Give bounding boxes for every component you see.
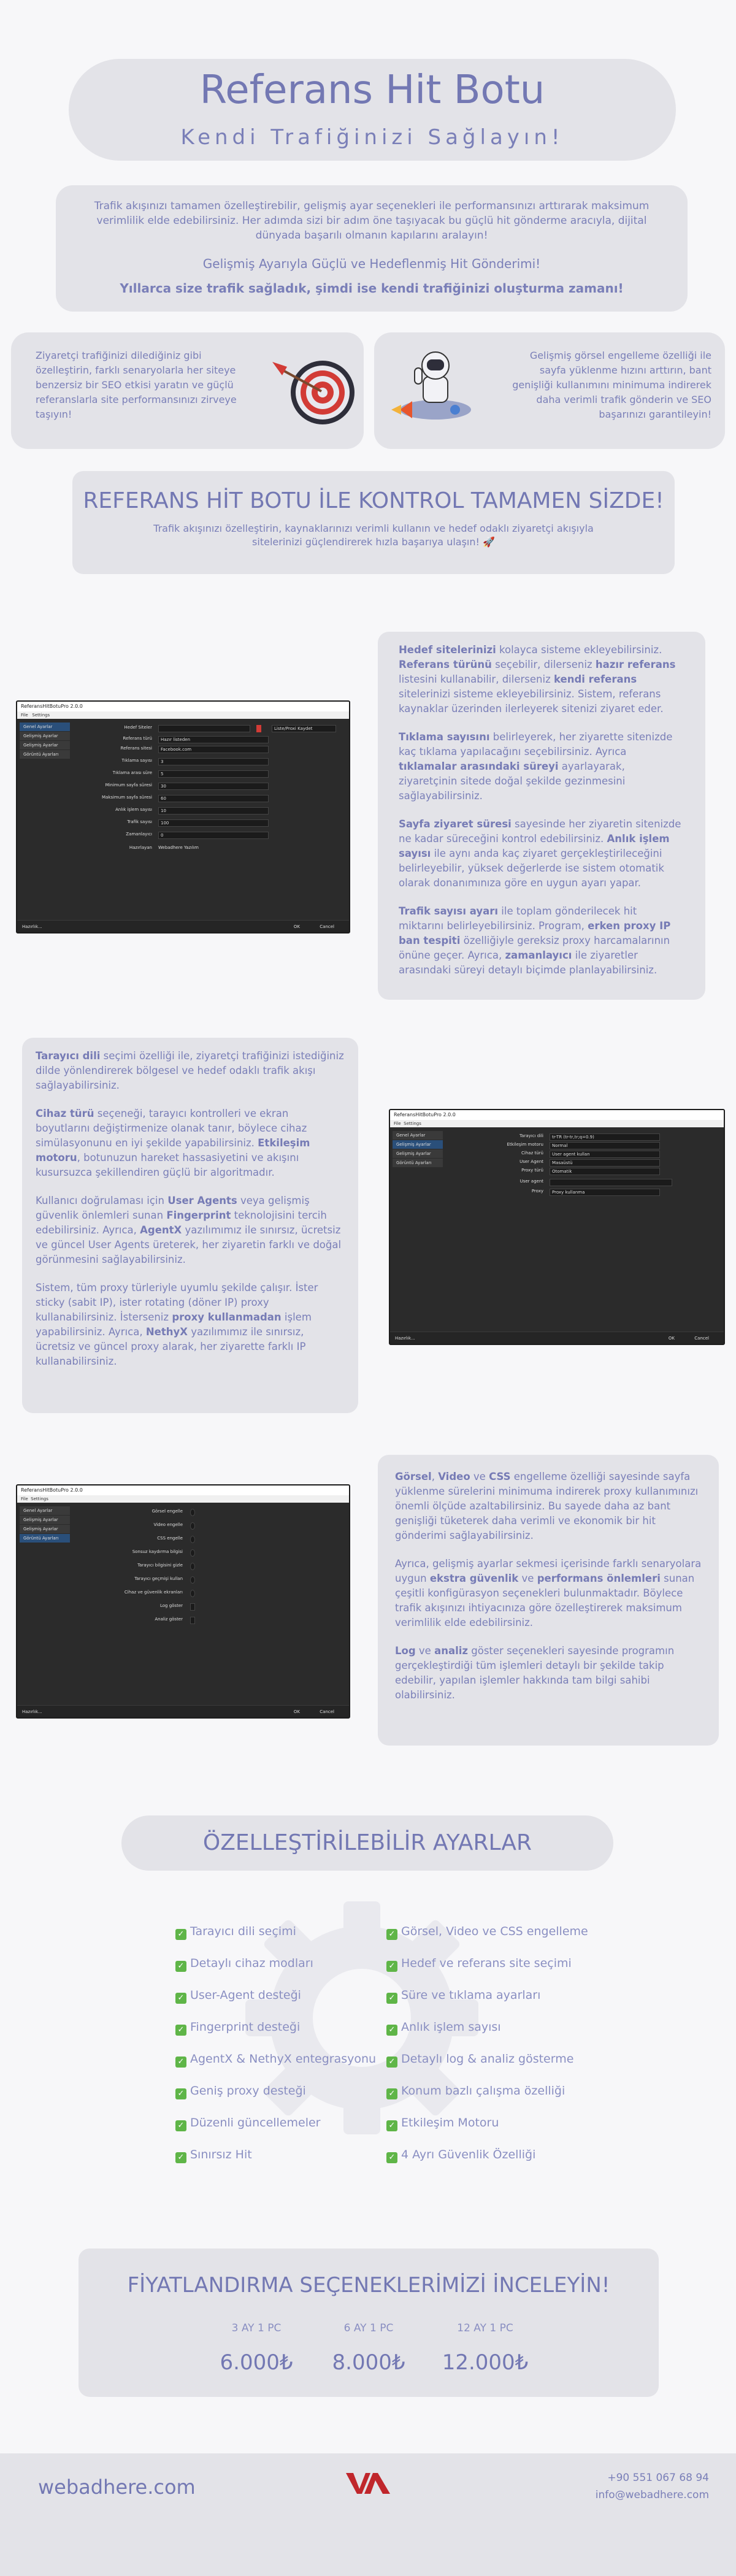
target-sites-input[interactable] <box>158 725 250 732</box>
form-row: Minimum sayfa süresi 30 <box>72 783 342 790</box>
proxy-select[interactable]: Proxy kullanma <box>550 1189 660 1196</box>
show-analysis-checkbox[interactable] <box>190 1617 195 1624</box>
app-screenshot-general <box>16 700 350 933</box>
click-count-input[interactable]: 3 <box>158 758 269 765</box>
plan-6-months[interactable]: 6 AY 1 PC 8.000₺ <box>332 2322 405 2375</box>
sidebar-item-general[interactable]: Genel Ayarlar <box>393 1131 443 1140</box>
status-text: Hazırlık... <box>22 1709 42 1714</box>
list-item: ✓ Hedef ve referans site seçimi <box>386 1954 588 1986</box>
form-row: Referans sitesi Facebook.com <box>72 746 342 753</box>
feature-checklist-left <box>175 1922 376 2177</box>
footer-contact <box>596 2472 709 2501</box>
ok-button[interactable]: OK <box>293 924 300 929</box>
check-icon: ✓ <box>175 1929 186 1940</box>
control-banner <box>72 471 675 574</box>
status-text: Hazırlık... <box>395 1336 415 1341</box>
check-icon: ✓ <box>386 2088 397 2099</box>
section1-text-card <box>378 632 705 1000</box>
sidebar-item-advanced-2[interactable]: Gelişmiş Ayarlar <box>20 741 70 749</box>
ok-button[interactable]: OK <box>293 1709 300 1714</box>
form-row: Tarayıcı bilgisini gizle <box>85 1563 207 1570</box>
page-subtitle: Kendi Trafiğinizi Sağlayın! <box>180 125 564 150</box>
intro-lead: Gelişmiş Ayarıyla Güçlü ve Hedeflenmiş Hit Gönderimi! <box>202 256 541 271</box>
sidebar-item-advanced-2[interactable]: Gelişmiş Ayarlar <box>20 1525 70 1533</box>
section1-p2: Tıklama sayısını belirleyerek, her ziyarette sitenizde kaç tıklama yapılacağını seçebilirsiniz. Ayrıca tıklamalar arasındaki süreyi ayarlayarak, ziyaretçinin sitede doğal şekilde gezinmesini sağlayabilirsiniz. <box>399 731 673 802</box>
footer-email[interactable]: info@webadhere.com <box>595 2489 709 2501</box>
form-row: Tıklama sayısı 3 <box>72 758 342 765</box>
form-row: Zamanlayıcı 0 <box>72 832 342 839</box>
app-statusbar <box>17 1705 349 1717</box>
user-agent-input[interactable] <box>550 1179 672 1186</box>
pricing-title: FİYATLANDIRMA SEÇENEKLERİMİZİ İNCELEYİN! <box>127 2273 610 2298</box>
custom-settings-pill <box>121 1815 613 1871</box>
feature-checklist-right <box>386 1922 588 2177</box>
list-item: ✓ AgentX & NethyX entegrasyonu <box>175 2050 376 2082</box>
check-icon: ✓ <box>175 2120 186 2131</box>
webadhere-logo-icon <box>346 2471 390 2495</box>
list-item: ✓ Tarayıcı dili seçimi <box>175 1922 376 1954</box>
app-menubar <box>390 1120 724 1127</box>
target-icon <box>269 351 361 431</box>
form-row: User agent <box>482 1179 703 1186</box>
show-log-checkbox[interactable] <box>190 1603 195 1611</box>
user-agent-select[interactable]: Masaüstü <box>550 1159 660 1167</box>
form-row: Hedef Siteler Liste/Proxi Kaydet <box>72 725 342 732</box>
sidebar-item-advanced[interactable]: Gelişmiş Ayarlar <box>393 1140 443 1149</box>
video-block-toggle[interactable] <box>190 1522 195 1530</box>
list-item: ✓ Fingerprint desteği <box>175 2018 376 2050</box>
form-row: Tıklama arası süre 5 <box>72 770 342 778</box>
app-statusbar <box>390 1332 724 1344</box>
plan-3-months[interactable]: 3 AY 1 PC 6.000₺ <box>220 2322 293 2375</box>
cancel-button[interactable]: Cancel <box>320 924 334 929</box>
min-page-time-input[interactable]: 30 <box>158 783 269 790</box>
sidebar-item-display[interactable]: Görüntü Ayarları <box>393 1159 443 1167</box>
section3-p3: Log ve analiz göster seçenekleri sayesinde programın gerçekleştirdiği tüm işlemleri detaylı bir şekilde takip edebilir, yapılan işlemler hakkında tam bilgi sahibi olabilirsiniz. <box>395 1645 675 1701</box>
form-row: Log göster <box>85 1603 207 1611</box>
section3-p2: Ayrıca, gelişmiş ayarlar sekmesi içerisinde farklı senaryolara uygun ekstra güvenlik ve performans önlemleri sunan çeşitli konfigürasyon seçenekleri bulunmaktadır. Böylece trafik akışınızı ihtiyacınıza göre özelleştirerek maksimum verimlilik elde edebilirsiniz. <box>395 1558 702 1628</box>
section2-p2: Cihaz türü seçeneği, tarayıcı kontrolleri ve ekran boyutlarını değiştirmenize olanak tanır, böylece cihaz simülasyonunu en iyi şekilde yapabilirsiniz. Etkileşim motoru, botunuzun hareket hassasiyetini ve akışını kusursuzca şekillendiren güçlü bir algoritmadır. <box>36 1108 310 1178</box>
list-item: ✓ Konum bazlı çalışma özelliği <box>386 2082 588 2114</box>
page-title: Referans Hit Botu <box>199 67 545 113</box>
proxy-type-select[interactable]: Otomatik <box>550 1168 660 1175</box>
sidebar-item-advanced-2[interactable]: Gelişmiş Ayarlar <box>393 1149 443 1158</box>
cancel-button[interactable]: Cancel <box>694 1336 709 1341</box>
form-row: Proxy Proxy kullanma <box>482 1189 703 1196</box>
app-statusbar <box>17 920 349 932</box>
app-screenshot-display <box>16 1484 350 1719</box>
form-row: Hazırlayan Webadhere Yazılım <box>129 845 199 850</box>
concurrency-input[interactable]: 10 <box>158 807 269 815</box>
form-row: Referans türü Hazır listeden <box>72 736 342 743</box>
sidebar-item-display[interactable]: Görüntü Ayarları <box>20 750 70 759</box>
form-row: Analiz göster <box>85 1617 207 1624</box>
list-item: ✓ Detaylı log & analiz gösterme <box>386 2050 588 2082</box>
feature-card-left <box>11 332 364 449</box>
menu-settings[interactable]: Settings <box>32 713 50 718</box>
list-item: ✓ Detaylı cihaz modları <box>175 1954 376 1986</box>
infinite-scroll-toggle[interactable] <box>190 1549 195 1557</box>
list-item: ✓ Süre ve tıklama ayarları <box>386 1986 588 2018</box>
form-row: Görsel engelle <box>85 1509 207 1516</box>
form-row: Etkileşim motoru Normal <box>482 1142 703 1149</box>
check-icon: ✓ <box>175 1961 186 1972</box>
check-icon: ✓ <box>386 2120 397 2131</box>
form-row: User Agent Masaüstü <box>482 1159 703 1167</box>
check-icon: ✓ <box>386 2152 397 2163</box>
list-item: ✓ User-Agent desteği <box>175 1986 376 2018</box>
check-icon: ✓ <box>386 1929 397 1940</box>
hide-browser-toggle[interactable] <box>190 1563 195 1570</box>
form-row: Cihaz ve güvenlik ekranları <box>85 1590 207 1597</box>
form-row: Sonsuz kaydırma bilgisi <box>85 1549 207 1557</box>
click-interval-input[interactable]: 5 <box>158 770 269 778</box>
form-row: Cihaz türü User agent kullan <box>482 1151 703 1158</box>
form-row: Anlık işlem sayısı 10 <box>72 807 342 815</box>
sidebar-item-advanced[interactable]: Gelişmiş Ayarlar <box>20 1516 70 1524</box>
feature-card-right <box>374 332 725 449</box>
menu-file[interactable]: File <box>394 1121 401 1126</box>
check-icon: ✓ <box>386 1993 397 2004</box>
traffic-count-input[interactable]: 100 <box>158 819 269 827</box>
app-sidebar <box>393 1131 443 1168</box>
add-button[interactable] <box>256 725 261 732</box>
max-page-time-input[interactable]: 60 <box>158 795 269 802</box>
pricing-card <box>79 2248 659 2397</box>
section3-text-card <box>378 1455 719 1746</box>
check-icon: ✓ <box>386 2025 397 2036</box>
check-icon: ✓ <box>175 2025 186 2036</box>
check-icon: ✓ <box>175 2088 186 2099</box>
list-item: ✓ Düzenli güncellemeler <box>175 2114 376 2145</box>
section2-text-card <box>22 1038 358 1413</box>
sidebar-item-advanced[interactable]: Gelişmiş Ayarlar <box>20 732 70 740</box>
sidebar-item-display[interactable]: Görüntü Ayarları <box>20 1534 70 1543</box>
section2-p4: Sistem, tüm proxy türleriyle uyumlu şekilde çalışır. İster sticky (sabit IP), ister rotating (döner IP) proxy kullanabilirsiniz. İsterseniz proxy kullanmadan işlem yapabilirsiniz. Ayrıca, NethyX yazılımımız ile sınırsız, ücretsiz ve güncel proxy alarak, her ziyarette farklı IP kullanabilirsiniz. <box>36 1282 318 1367</box>
intro-text: Trafik akışınızı tamamen özelleştirebilir, gelişmiş ayar seçenekleri ile performansınızı arttırarak maksimum verimlilik elde edebilirsiniz. Her adımda sizi bir adım öne taşıyacak bu güçlü hit gönderme aracıyla, dijital dünyada başarılı olmanın kapılarını aralayın! <box>94 200 650 242</box>
form-row: Tarayıcı dili tr-TR (tr-tr,tr;q=0.9) <box>482 1133 703 1141</box>
status-text: Hazırlık... <box>22 924 42 929</box>
section2-p1: Tarayıcı dili seçimi özelliği ile, ziyaretçi trafiğinizi istediğiniz dilde yönlendirerek bölgesel ve hedef odaklı trafik akışı sağlayabilirsiniz. <box>36 1050 344 1091</box>
sidebar-item-general[interactable]: Genel Ayarlar <box>20 723 70 731</box>
section2-p3: Kullanıcı doğrulaması için User Agents veya gelişmiş güvenlik önlemleri sunan Fingerprint teknolojisini tercih edebilirsiniz. Ayrıca, AgentX yazılımımız ile sınırsız, ücretsiz ve güncel User Agents üreterek, her ziyaretin farklı ve doğal görünmesini sağlayabilirsiniz. <box>36 1195 342 1265</box>
banner-text: Trafik akışınızı özelleştirin, kaynaklarınızı verimli kullanın ve hedef odaklı ziyaretçi akışıyla sitelerinizi güçlendirerek hızla başarıya ulaşın! 🚀 <box>153 523 594 548</box>
feature-left-text: Ziyaretçi trafiğinizi dilediğiniz gibi özelleştirin, farklı senaryolarla her siteye benzersiz bir SEO etkisi yaratın ve güçlü referanslarla site performansınızı zirveye taşıyın! <box>36 350 237 420</box>
app-sidebar <box>20 723 70 759</box>
menu-settings[interactable]: Settings <box>404 1121 421 1126</box>
intro-card <box>56 185 688 312</box>
app-titlebar: ReferansHitBotuPro 2.0.0 <box>17 1485 349 1495</box>
check-icon: ✓ <box>175 2152 186 2163</box>
astronaut-rocket-icon <box>388 343 480 435</box>
app-menubar <box>17 1495 349 1503</box>
security-screens-toggle[interactable] <box>190 1590 195 1597</box>
footer-phone[interactable]: +90 551 067 68 94 <box>607 2472 709 2484</box>
banner-title: REFERANS HİT BOTU İLE KONTROL TAMAMEN SİZDE! <box>83 488 664 513</box>
section1-p4: Trafik sayısı ayarı ile toplam gönderilecek hit miktarını belirleyebilirsiniz. Program, erken proxy IP ban tespiti özelliğiyle gereksiz proxy harcamalarının önüne geçer. Ayrıca, zamanlayıcı ile ziyaretler arasındaki süreyi detaylı biçimde planlayabilirsiniz. <box>399 905 671 976</box>
device-type-select[interactable]: User agent kullan <box>550 1151 660 1158</box>
check-icon: ✓ <box>175 1993 186 2004</box>
footer-brand-link[interactable]: webadhere.com <box>38 2475 196 2499</box>
feature-right-text: Gelişmiş görsel engelleme özelliği ile sayfa yüklenme hızını arttırın, bant genişliği kullanımını minimuma indirerek daha verimli trafik gönderin ve SEO başarınızı garantileyin! <box>512 350 711 420</box>
interaction-engine-select[interactable]: Normal <box>550 1142 660 1149</box>
image-block-toggle[interactable] <box>190 1509 195 1516</box>
list-item: ✓ 4 Ayrı Güvenlik Özelliği <box>386 2145 588 2177</box>
form-row: Trafik sayısı 100 <box>72 819 342 827</box>
app-sidebar <box>20 1506 70 1543</box>
app-screenshot-advanced <box>389 1109 725 1345</box>
list-item: ✓ Sınırsız Hit <box>175 2145 376 2177</box>
list-item: ✓ Etkileşim Motoru <box>386 2114 588 2145</box>
cancel-button[interactable]: Cancel <box>320 1709 334 1714</box>
custom-settings-title: ÖZELLEŞTİRİLEBİLİR AYARLAR <box>202 1830 532 1855</box>
intro-bold: Yıllarca size trafik sağladık, şimdi ise kendi trafiğinizi oluşturma zamanı! <box>120 281 624 296</box>
app-titlebar: ReferansHitBotuPro 2.0.0 <box>17 702 349 711</box>
app-menubar <box>17 711 349 719</box>
menu-file[interactable]: File <box>21 1497 28 1501</box>
plan-12-months[interactable]: 12 AY 1 PC 12.000₺ <box>442 2322 529 2375</box>
section3-p1: Görsel, Video ve CSS engelleme özelliği sayesinde sayfa yüklenme sürelerini minimuma indirerek proxy kullanımınızı önemli ölçüde azaltabilirsiniz. Bu sayede daha az bant genişliği tüketerek daha verimli ve ekonomik bir hit gönderimi sağlayabilirsiniz. <box>395 1471 699 1541</box>
section1-p3: Sayfa ziyaret süresi sayesinde her ziyaretin sitenizde ne kadar süreceğini kontrol edebilirsiniz. Anlık işlem sayısı ile aynı anda kaç ziyaret gerçekleştirileceğini belirleyebilir, yüksek değerlerde ise sistem otomatik olarak donanımınıza göre en uygun ayarı yapar. <box>399 818 681 889</box>
hero-pill <box>69 59 676 161</box>
browser-language-select[interactable]: tr-TR (tr-tr,tr;q=0.9) <box>550 1133 660 1141</box>
css-block-toggle[interactable] <box>190 1536 195 1543</box>
footer <box>0 2453 736 2576</box>
list-item: ✓ Görsel, Video ve CSS engelleme <box>386 1922 588 1954</box>
check-icon: ✓ <box>386 2057 397 2068</box>
check-icon: ✓ <box>386 1961 397 1972</box>
list-save-select[interactable]: Liste/Proxi Kaydet <box>272 725 336 732</box>
menu-file[interactable]: File <box>21 713 28 718</box>
referrer-type-select[interactable]: Hazır listeden <box>158 736 269 743</box>
check-icon: ✓ <box>175 2057 186 2068</box>
referrer-site-select[interactable]: Facebook.com <box>158 746 269 753</box>
browser-history-toggle[interactable] <box>190 1576 195 1584</box>
app-titlebar: ReferansHitBotuPro 2.0.0 <box>390 1110 724 1120</box>
list-item: ✓ Anlık işlem sayısı <box>386 2018 588 2050</box>
form-row: Maksimum sayfa süresi 60 <box>72 795 342 802</box>
form-row: Video engelle <box>85 1522 207 1530</box>
form-row: CSS engelle <box>85 1536 207 1543</box>
ok-button[interactable]: OK <box>668 1336 675 1341</box>
menu-settings[interactable]: Settings <box>31 1497 48 1501</box>
section1-p1: Hedef sitelerinizi kolayca sisteme ekleyebilirsiniz. Referans türünü seçebilir, dilerseniz hazır referans listesini kullanabilir, dilerseniz kendi referans sitelerinizi sisteme ekleyebilirsiniz. Sistem, referans kaynaklar üzerinden ilerleyerek sitenizi ziyaret eder. <box>399 644 676 715</box>
form-row: Proxy türü Otomatik <box>482 1168 703 1175</box>
form-row: Tarayıcı geçmişi kullan <box>85 1576 207 1584</box>
list-item: ✓ Geniş proxy desteği <box>175 2082 376 2114</box>
author-value: Webadhere Yazılım <box>158 845 199 850</box>
scheduler-input[interactable]: 0 <box>158 832 269 839</box>
sidebar-item-general[interactable]: Genel Ayarlar <box>20 1506 70 1515</box>
